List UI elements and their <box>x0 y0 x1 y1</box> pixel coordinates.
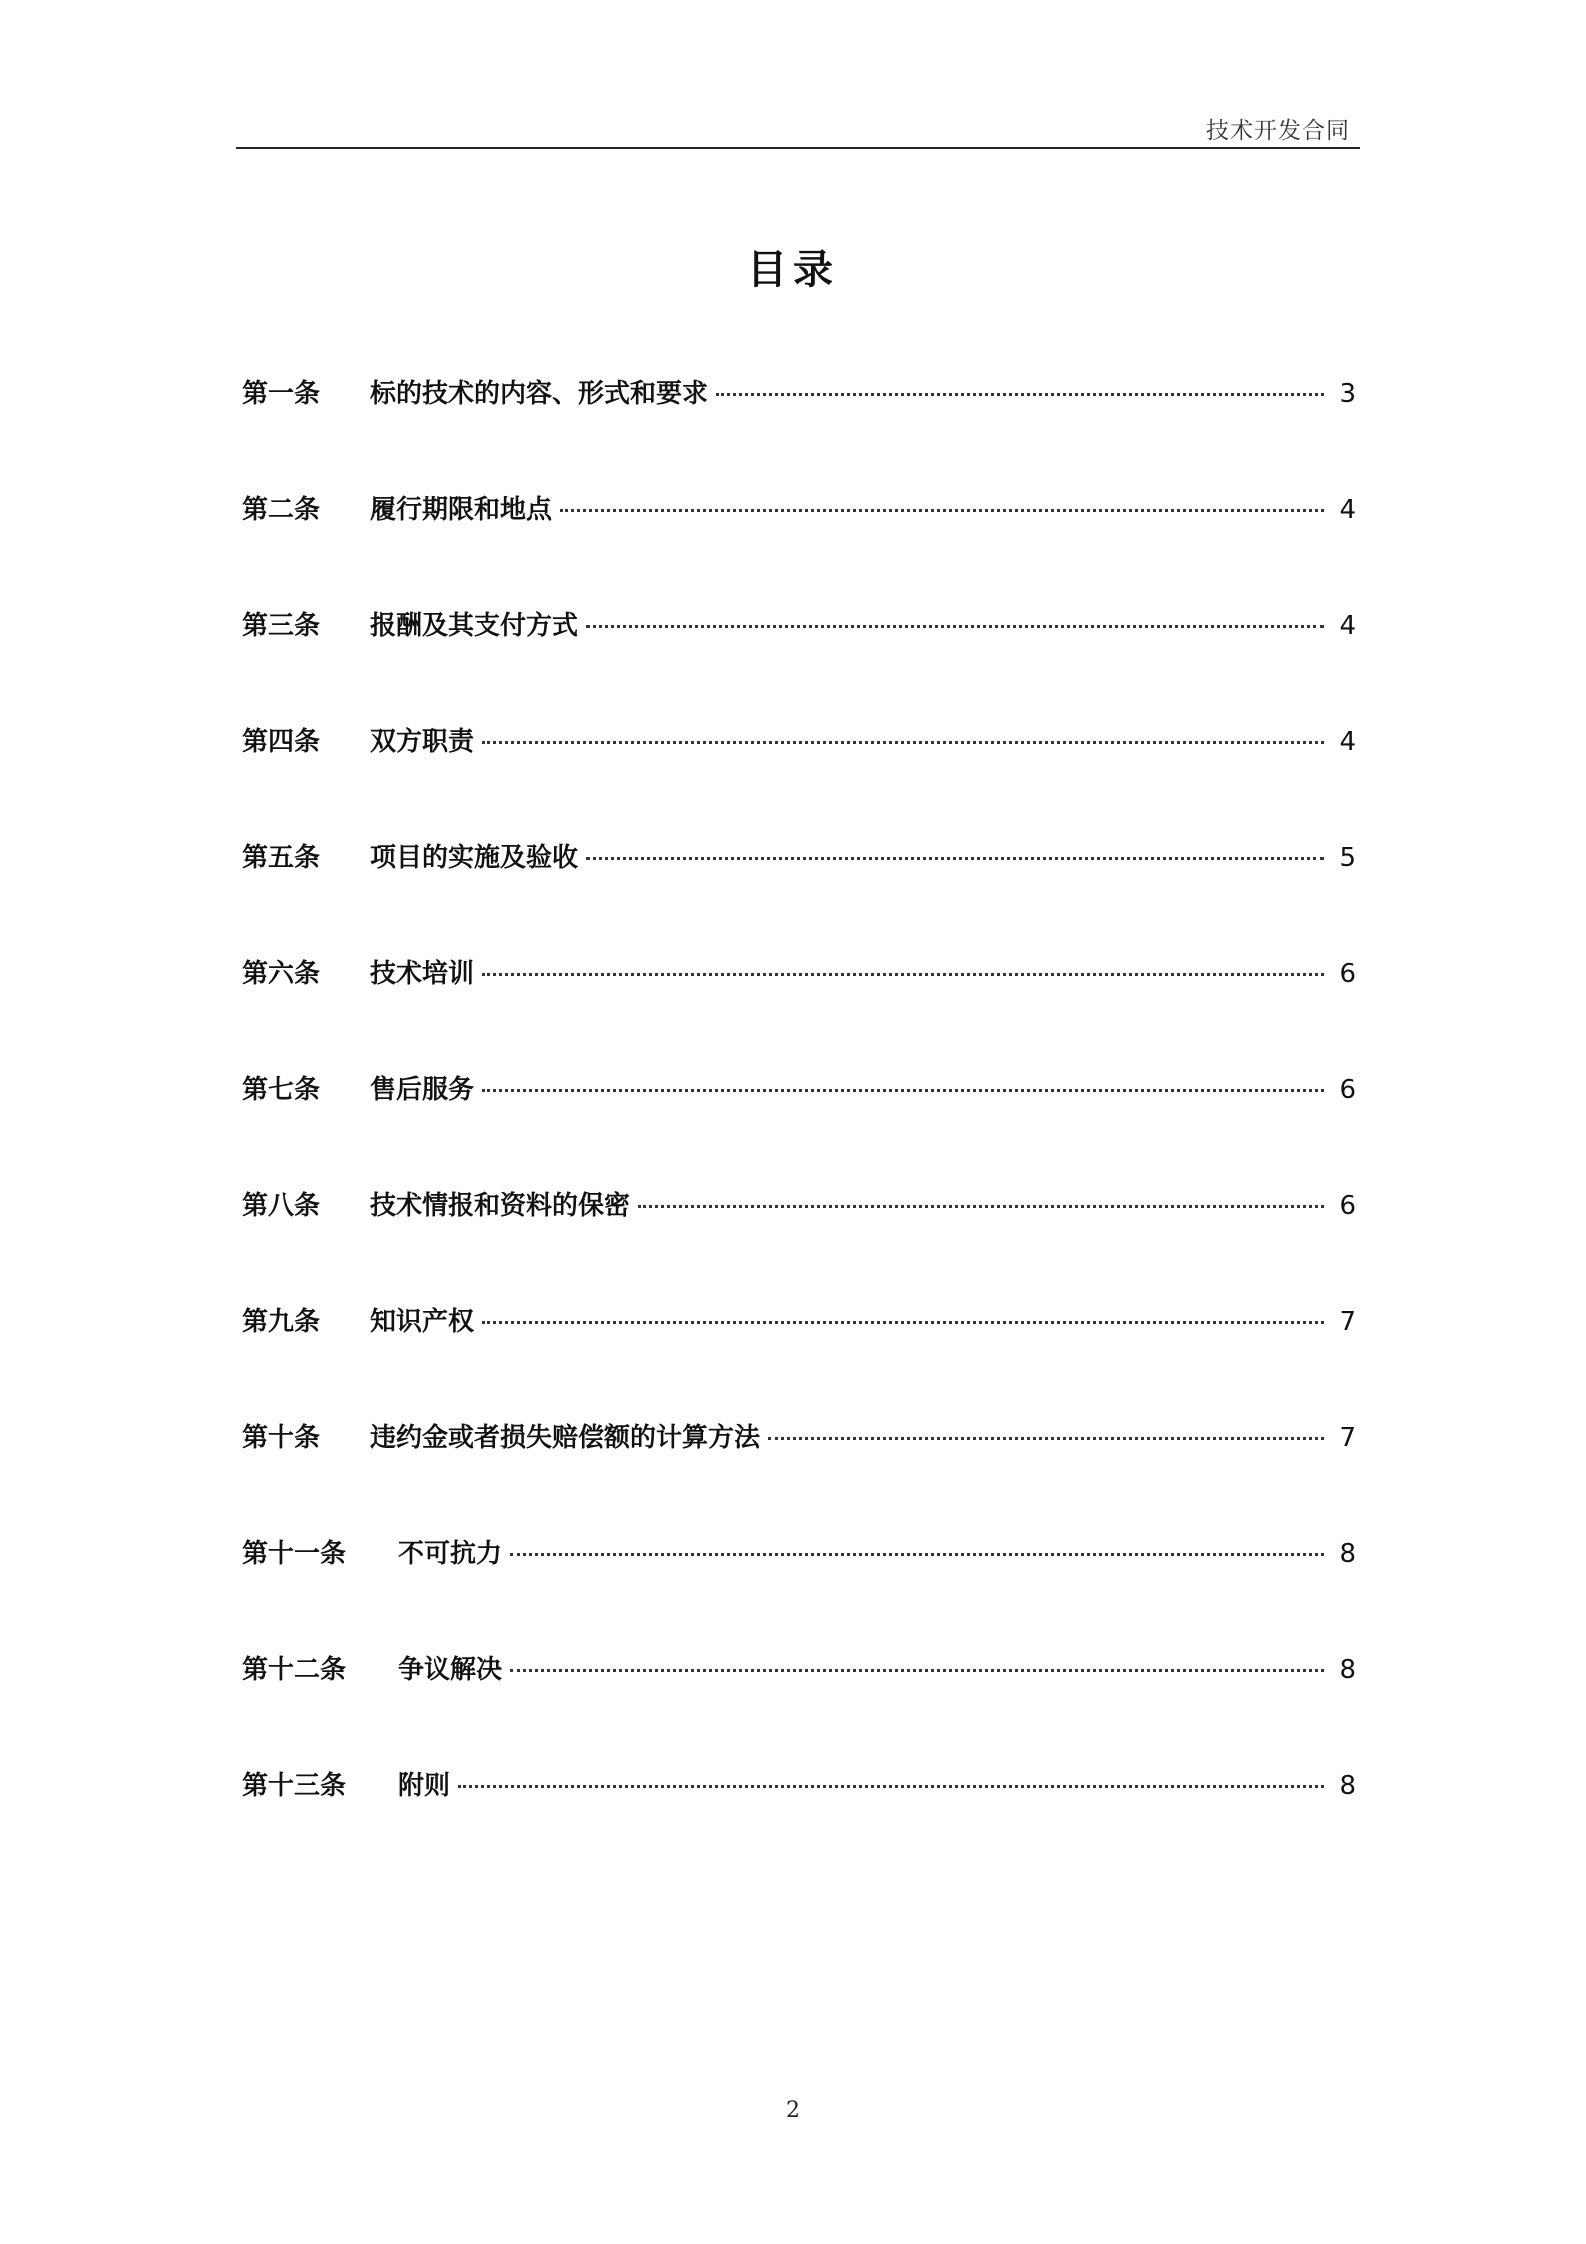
toc-entry[interactable] <box>242 486 1356 602</box>
toc-entry-page: 7 <box>1339 1423 1356 1453</box>
toc-entry-page: 6 <box>1339 1075 1356 1105</box>
toc-dot-leader <box>586 625 1324 628</box>
toc-entry-label: 第一条 <box>242 379 321 409</box>
toc-entry-label: 第十三条 <box>242 1771 347 1801</box>
toc-dot-leader <box>560 509 1324 512</box>
toc-entry-text: 双方职责 <box>370 727 475 757</box>
toc-entry-page: 4 <box>1339 495 1356 525</box>
toc-dot-leader <box>586 857 1324 860</box>
toc-entry-label: 第六条 <box>242 959 321 989</box>
toc-entry-text: 知识产权 <box>370 1307 475 1337</box>
toc-entry-label: 第五条 <box>242 843 321 873</box>
toc-dot-leader <box>482 973 1324 976</box>
toc-entry[interactable] <box>242 1646 1356 1762</box>
toc-entry[interactable] <box>242 602 1356 718</box>
toc-entry-page: 6 <box>1339 1191 1356 1221</box>
toc-entry-text: 售后服务 <box>370 1075 475 1105</box>
toc-dot-leader <box>768 1437 1324 1440</box>
toc-entry-page: 3 <box>1339 379 1356 409</box>
toc-entry-label: 第三条 <box>242 611 321 641</box>
toc-dot-leader <box>638 1205 1324 1208</box>
toc-entry-text: 项目的实施及验收 <box>370 843 579 873</box>
toc-entry-page: 5 <box>1339 843 1356 873</box>
toc-entry-label: 第八条 <box>242 1191 321 1221</box>
page-header-rule <box>236 147 1360 149</box>
toc-entry-page: 6 <box>1339 959 1356 989</box>
toc-entry-page: 8 <box>1339 1539 1356 1569</box>
toc-dot-leader <box>482 1089 1324 1092</box>
toc-entry-label: 第七条 <box>242 1075 321 1105</box>
toc-dot-leader <box>482 741 1324 744</box>
toc-entry[interactable] <box>242 370 1356 486</box>
toc-entry-page: 8 <box>1339 1771 1356 1801</box>
toc-entry-label: 第十一条 <box>242 1539 347 1569</box>
page-header-title: 技术开发合同 <box>1206 118 1350 144</box>
toc-entry[interactable] <box>242 718 1356 834</box>
toc-entry-label: 第九条 <box>242 1307 321 1337</box>
toc-entry-page: 7 <box>1339 1307 1356 1337</box>
toc-dot-leader <box>510 1553 1324 1556</box>
toc-title: 目录 <box>747 247 839 293</box>
toc-entry[interactable] <box>242 1414 1356 1530</box>
toc-entry[interactable] <box>242 834 1356 950</box>
toc-entry[interactable] <box>242 1762 1356 1878</box>
toc-entry-page: 4 <box>1339 727 1356 757</box>
toc-entry[interactable] <box>242 1298 1356 1414</box>
toc-dot-leader <box>458 1785 1324 1788</box>
toc-dot-leader <box>716 393 1324 396</box>
toc-entry-label: 第二条 <box>242 495 321 525</box>
toc-entry-text: 违约金或者损失赔偿额的计算方法 <box>370 1423 761 1453</box>
toc-entry-page: 4 <box>1339 611 1356 641</box>
toc-dot-leader <box>482 1321 1324 1324</box>
toc-entry-text: 履行期限和地点 <box>370 495 553 525</box>
toc-entry[interactable] <box>242 1182 1356 1298</box>
toc-entry-label: 第四条 <box>242 727 321 757</box>
page-number: 2 <box>786 2098 800 2123</box>
toc-entry-page: 8 <box>1339 1655 1356 1685</box>
toc-entry-text: 不可抗力 <box>398 1539 503 1569</box>
toc-list <box>242 370 1356 1878</box>
toc-entry-text: 报酬及其支付方式 <box>370 611 579 641</box>
toc-entry-text: 附则 <box>398 1771 451 1801</box>
toc-entry-text: 技术培训 <box>370 959 475 989</box>
toc-entry-label: 第十二条 <box>242 1655 347 1685</box>
toc-entry-text: 技术情报和资料的保密 <box>370 1191 631 1221</box>
toc-entry-text: 争议解决 <box>398 1655 503 1685</box>
toc-entry[interactable] <box>242 950 1356 1066</box>
toc-entry[interactable] <box>242 1066 1356 1182</box>
toc-entry-text: 标的技术的内容、形式和要求 <box>370 379 709 409</box>
toc-entry-label: 第十条 <box>242 1423 321 1453</box>
toc-entry[interactable] <box>242 1530 1356 1646</box>
toc-dot-leader <box>510 1669 1324 1672</box>
